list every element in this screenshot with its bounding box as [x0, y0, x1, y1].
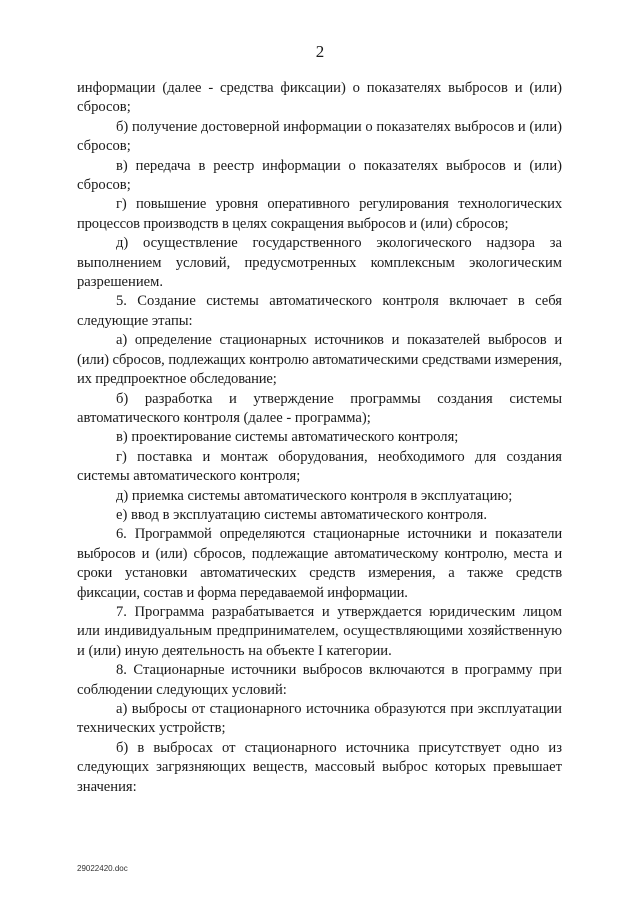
- paragraph: б) получение достоверной информации о показателях выбросов и (или) сбросов;: [77, 118, 562, 155]
- paragraph: г) поставка и монтаж оборудования, необходимого для создания системы автоматического контроля;: [77, 448, 562, 485]
- paragraph: а) определение стационарных источников и показателей выбросов и (или) сбросов, подлежащих контролю автоматическими средствами измерения, их предпроектное обследование;: [77, 332, 562, 388]
- paragraph: 8. Стационарные источники выбросов включаются в программу при соблюдении следующих условий:: [77, 662, 562, 698]
- paragraph: б) разработка и утверждение программы создания системы автоматического контроля (далее - программа);: [77, 390, 562, 426]
- paragraph: информации (далее - средства фиксации) о показателях выбросов и (или) сбросов;: [77, 80, 562, 116]
- paragraph: 6. Программой определяются стационарные источники и показатели выбросов и (или) сбросов, подлежащие автоматическому контролю, места и сроки установки автоматических средств измерения, а также средств фиксации, состав и форма передаваемой информации.: [77, 526, 562, 601]
- paragraph: д) приемка системы автоматического контроля в эксплуатацию;: [116, 487, 513, 504]
- paragraph: г) повышение уровня оперативного регулирования технологических процессов производств в целях сокращения выбросов и (или) сбросов;: [77, 196, 562, 232]
- paragraph: е) ввод в эксплуатацию системы автоматического контроля.: [116, 506, 487, 523]
- paragraph: 5. Создание системы автоматического контроля включает в себя следующие этапы:: [77, 293, 562, 329]
- paragraph: в) передача в реестр информации о показателях выбросов и (или) сбросов;: [77, 157, 562, 194]
- paragraph: а) выбросы от стационарного источника образуются при эксплуатации технических устройств;: [77, 701, 562, 737]
- document-body: [77, 79, 562, 797]
- paragraph: в) проектирование системы автоматического контроля;: [116, 429, 459, 446]
- page-number: 2: [315, 42, 325, 61]
- footer-file-reference: 29022420.doc: [77, 864, 128, 873]
- paragraph: 7. Программа разрабатывается и утверждается юридическим лицом или индивидуальным предпринимателем, осуществляющими хозяйственную и (или) иную деятельность на объекте I категории.: [77, 603, 562, 659]
- paragraph: д) осуществление государственного экологического надзора за выполнением условий, предусмотренных комплексным экологическим разрешением.: [77, 235, 562, 291]
- paragraph: б) в выбросах от стационарного источника присутствует одно из следующих загрязняющих веществ, массовый выброс которых превышает значения:: [77, 739, 562, 795]
